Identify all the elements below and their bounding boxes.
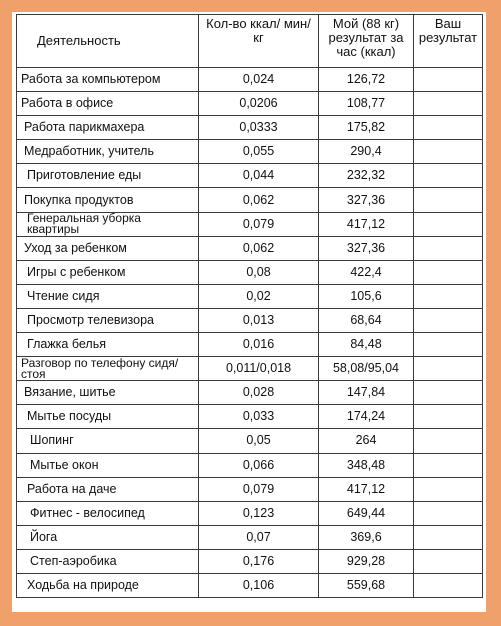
my-result-cell: 559,68	[319, 573, 414, 597]
kcal-cell: 0,044	[199, 164, 319, 188]
your-result-cell[interactable]	[414, 188, 483, 212]
calorie-table-sheet	[12, 12, 486, 612]
kcal-cell: 0,079	[199, 212, 319, 236]
table-row	[17, 525, 483, 549]
activity-cell: Игры с ребенком	[17, 260, 199, 284]
kcal-cell: 0,062	[199, 236, 319, 260]
table-row	[17, 164, 483, 188]
my-result-cell: 348,48	[319, 453, 414, 477]
my-result-cell: 264	[319, 429, 414, 453]
table-row	[17, 236, 483, 260]
your-result-cell[interactable]	[414, 573, 483, 597]
activity-cell: Работа на даче	[17, 477, 199, 501]
activity-cell: Работа парикмахера	[17, 116, 199, 140]
kcal-cell: 0,079	[199, 477, 319, 501]
table-row	[17, 429, 483, 453]
table-row	[17, 477, 483, 501]
activity-cell: Просмотр телевизора	[17, 308, 199, 332]
your-result-cell[interactable]	[414, 92, 483, 116]
activity-cell: Ходьба на природе	[17, 573, 199, 597]
header-activity: Деятельность	[17, 15, 199, 68]
table-row	[17, 116, 483, 140]
activity-cell: Работа за компьютером	[17, 68, 199, 92]
my-result-cell: 232,32	[319, 164, 414, 188]
my-result-cell: 929,28	[319, 549, 414, 573]
kcal-cell: 0,123	[199, 501, 319, 525]
your-result-cell[interactable]	[414, 477, 483, 501]
your-result-cell[interactable]	[414, 333, 483, 357]
table-row	[17, 92, 483, 116]
kcal-cell: 0,0333	[199, 116, 319, 140]
my-result-cell: 174,24	[319, 405, 414, 429]
kcal-cell: 0,066	[199, 453, 319, 477]
table-row	[17, 381, 483, 405]
table-row	[17, 260, 483, 284]
my-result-cell: 327,36	[319, 188, 414, 212]
my-result-cell: 649,44	[319, 501, 414, 525]
kcal-cell: 0,016	[199, 333, 319, 357]
kcal-cell: 0,106	[199, 573, 319, 597]
your-result-cell[interactable]	[414, 236, 483, 260]
table-row	[17, 501, 483, 525]
my-result-cell: 417,12	[319, 477, 414, 501]
your-result-cell[interactable]	[414, 405, 483, 429]
header-your-result: Ваш результат	[414, 15, 483, 68]
my-result-cell: 68,64	[319, 308, 414, 332]
your-result-cell[interactable]	[414, 212, 483, 236]
activity-cell: Покупка продуктов	[17, 188, 199, 212]
kcal-cell: 0,011/0,018	[199, 357, 319, 381]
my-result-cell: 105,6	[319, 284, 414, 308]
my-result-cell: 417,12	[319, 212, 414, 236]
your-result-cell[interactable]	[414, 308, 483, 332]
activity-cell: Работа в офисе	[17, 92, 199, 116]
your-result-cell[interactable]	[414, 381, 483, 405]
my-result-cell: 290,4	[319, 140, 414, 164]
my-result-cell: 369,6	[319, 525, 414, 549]
table-row	[17, 573, 483, 597]
table-row	[17, 212, 483, 236]
my-result-cell: 147,84	[319, 381, 414, 405]
activity-cell: Медработник, учитель	[17, 140, 199, 164]
activity-cell: Фитнес - велосипед	[17, 501, 199, 525]
kcal-cell: 0,055	[199, 140, 319, 164]
your-result-cell[interactable]	[414, 140, 483, 164]
table-row	[17, 405, 483, 429]
activity-cell: Мытье посуды	[17, 405, 199, 429]
my-result-cell: 58,08/95,04	[319, 357, 414, 381]
header-my-result: Мой (88 кг) результат за час (ккал)	[319, 15, 414, 68]
your-result-cell[interactable]	[414, 116, 483, 140]
kcal-cell: 0,176	[199, 549, 319, 573]
your-result-cell[interactable]	[414, 549, 483, 573]
table-row	[17, 308, 483, 332]
activity-cell: Генеральная уборка квартиры	[17, 212, 199, 236]
activity-cell: Шопинг	[17, 429, 199, 453]
your-result-cell[interactable]	[414, 357, 483, 381]
kcal-cell: 0,07	[199, 525, 319, 549]
table-row	[17, 549, 483, 573]
calorie-table	[16, 14, 483, 598]
kcal-cell: 0,033	[199, 405, 319, 429]
activity-cell: Вязание, шитье	[17, 381, 199, 405]
table-row	[17, 140, 483, 164]
header-row	[17, 15, 483, 68]
my-result-cell: 126,72	[319, 68, 414, 92]
kcal-cell: 0,0206	[199, 92, 319, 116]
kcal-cell: 0,08	[199, 260, 319, 284]
your-result-cell[interactable]	[414, 501, 483, 525]
kcal-cell: 0,05	[199, 429, 319, 453]
kcal-cell: 0,062	[199, 188, 319, 212]
your-result-cell[interactable]	[414, 164, 483, 188]
table-row	[17, 453, 483, 477]
activity-cell: Глажка белья	[17, 333, 199, 357]
table-row	[17, 284, 483, 308]
activity-cell: Разговор по телефону сидя/стоя	[17, 357, 199, 381]
your-result-cell[interactable]	[414, 260, 483, 284]
your-result-cell[interactable]	[414, 68, 483, 92]
your-result-cell[interactable]	[414, 453, 483, 477]
my-result-cell: 422,4	[319, 260, 414, 284]
my-result-cell: 108,77	[319, 92, 414, 116]
activity-cell: Степ-аэробика	[17, 549, 199, 573]
your-result-cell[interactable]	[414, 284, 483, 308]
kcal-cell: 0,028	[199, 381, 319, 405]
kcal-cell: 0,024	[199, 68, 319, 92]
activity-cell: Приготовление еды	[17, 164, 199, 188]
your-result-cell[interactable]	[414, 429, 483, 453]
table-row	[17, 357, 483, 381]
activity-cell: Мытье окон	[17, 453, 199, 477]
table-row	[17, 68, 483, 92]
table-row	[17, 333, 483, 357]
header-kcal-per-min-kg: Кол-во ккал/ мин/кг	[199, 15, 319, 68]
your-result-cell[interactable]	[414, 525, 483, 549]
activity-cell: Чтение сидя	[17, 284, 199, 308]
kcal-cell: 0,02	[199, 284, 319, 308]
my-result-cell: 327,36	[319, 236, 414, 260]
my-result-cell: 175,82	[319, 116, 414, 140]
my-result-cell: 84,48	[319, 333, 414, 357]
kcal-cell: 0,013	[199, 308, 319, 332]
activity-cell: Уход за ребенком	[17, 236, 199, 260]
table-row	[17, 188, 483, 212]
activity-cell: Йога	[17, 525, 199, 549]
